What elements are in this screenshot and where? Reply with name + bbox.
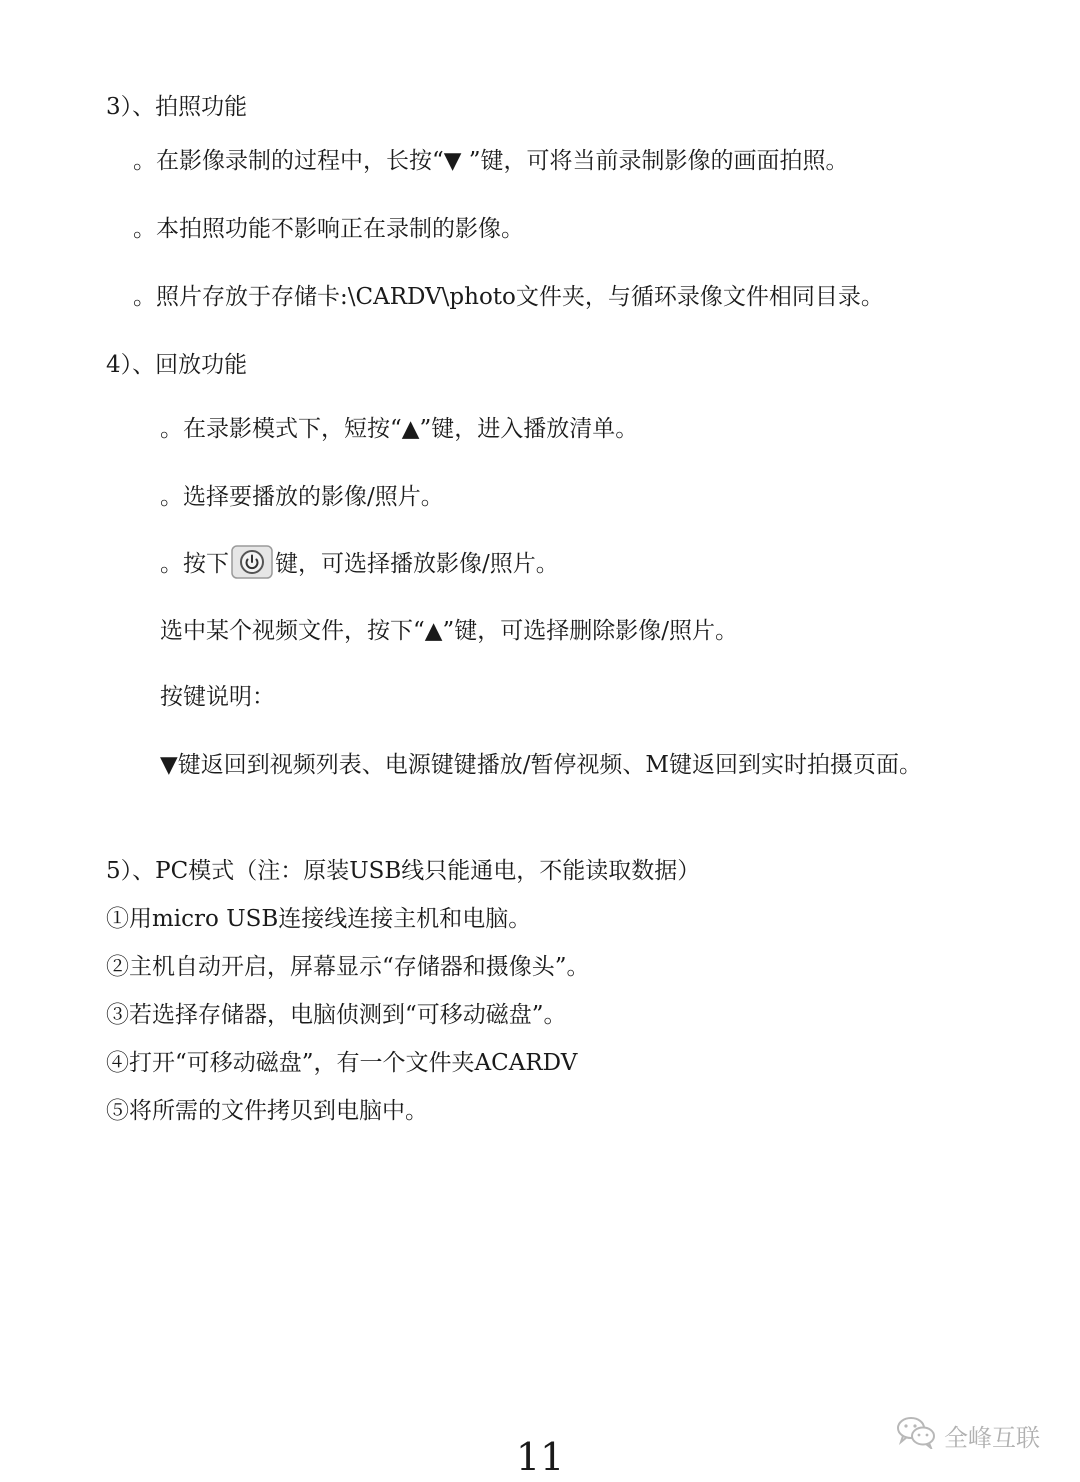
pc-step-1: ①用micro USB连接线连接主机和电脑。	[106, 906, 532, 932]
section-heading-photo: 3）、拍照功能	[106, 94, 248, 120]
keys-description: ▼键返回到视频列表、电源键键播放/暂停视频、M键返回到实时拍摄页面。	[160, 752, 922, 778]
pc-step-5: ⑤将所需的文件拷贝到电脑中。	[106, 1098, 428, 1124]
pc-step-2: ②主机自动开启，屏幕显示“存储器和摄像头”。	[106, 954, 590, 980]
watermark	[896, 1415, 1040, 1455]
keys-title: 按键说明：	[160, 684, 275, 710]
playback-item-2: 。选择要播放的影像/照片。	[160, 484, 444, 510]
playback-item-3	[160, 548, 559, 582]
photo-item-2: 。本拍照功能不影响正在录制的影像。	[133, 216, 524, 242]
photo-item-1: 。在影像录制的过程中，长按“▼ ”键，可将当前录制影像的画面拍照。	[133, 148, 849, 174]
section-heading-pc: 5）、PC模式（注：原装USB线只能通电，不能读取数据）	[106, 858, 701, 884]
playback-item-1: 。在录影模式下，短按“▲”键，进入播放清单。	[160, 416, 639, 442]
power-button-icon	[231, 545, 273, 579]
press-suffix: 键，可选择播放影像/照片。	[275, 551, 559, 577]
photo-item-3: 。照片存放于存储卡:\CARDV\photo文件夹，与循环录像文件相同目录。	[133, 284, 884, 310]
section-heading-playback: 4）、回放功能	[106, 352, 248, 378]
press-prefix: 。按下	[160, 551, 229, 577]
pc-step-3: ③若选择存储器，电脑侦测到“可移动磁盘”。	[106, 1002, 567, 1028]
pc-step-4: ④打开“可移动磁盘”，有一个文件夹ACARDV	[106, 1050, 578, 1076]
watermark-text: 全峰互联	[944, 1423, 1040, 1452]
delete-note: 选中某个视频文件，按下“▲”键，可选择删除影像/照片。	[160, 618, 738, 644]
page-number: 11	[516, 1435, 565, 1479]
wechat-icon	[896, 1415, 936, 1455]
